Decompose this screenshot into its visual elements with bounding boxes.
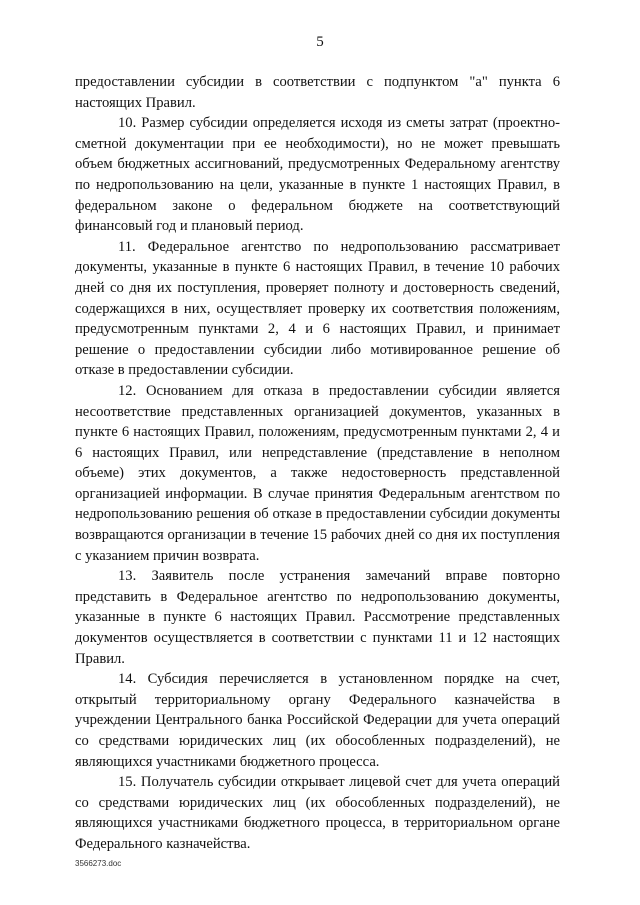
paragraph-14: 14. Субсидия перечисляется в установленном порядке на счет, открытый территориальному органу Федерального казначейства в учреждении Центрального банка Российской Федерации для учета операций со средствами юридических лиц (их обособленных подразделений), не являющихся участниками бюджетного процесса. xyxy=(75,671,560,770)
document-body xyxy=(75,72,560,855)
paragraph-15: 15. Получатель субсидии открывает лицевой счет для учета операций со средствами юридических лиц (их обособленных подразделений), не являющихся участниками бюджетного процесса, в территориальном органе Федерального казначейства. xyxy=(75,774,560,852)
paragraph-continuation: предоставлении субсидии в соответствии с подпунктом "а" пункта 6 настоящих Правил. xyxy=(75,74,560,111)
paragraph-10: 10. Размер субсидии определяется исходя из сметы затрат (проектно-сметной документации при ее необходимости), но не может превышать объем бюджетных ассигнований, предусмотренных Федеральному агентству по недропользованию на цели, указанные в пункте 1 настоящих Правил, в федеральном законе о федеральном бюджете на соответствующий финансовый год и плановый период. xyxy=(75,115,560,235)
page-number: 5 xyxy=(316,34,324,50)
paragraph-11: 11. Федеральное агентство по недропользованию рассматривает документы, указанные в пункте 6 настоящих Правил, в течение 10 рабочих дней со дня их поступления, проверяет полноту и достоверность сведений, содержащихся в них, осуществляет проверку их соответствия положениям, предусмотренным пунктами 2, 4 и 6 настоящих Правил, и принимает решение о предоставлении субсидии либо мотивированное решение об отказе в предоставлении субсидии. xyxy=(75,238,560,379)
paragraph-13: 13. Заявитель после устранения замечаний вправе повторно представить в Федеральное агентство по недропользованию документы, указанные в пункте 6 настоящих Правил. Рассмотрение представленных документов осуществляется в соответствии с пунктами 11 и 12 настоящих Правил. xyxy=(75,568,560,667)
footer-document-code: 3566273.doc xyxy=(75,859,122,868)
paragraph-12: 12. Основанием для отказа в предоставлении субсидии является несоответствие представленных организацией документов, указанных в пункте 6 настоящих Правил, положениям, предусмотренным пунктами 2, 4 и 6 настоящих Правил, или непредставление (представление в неполном объеме) этих документов, а также недостоверность представленной организацией информации. В случае принятия Федеральным агентством по недропользованию решения об отказе в предоставлении субсидии документы возвращаются организации в течение 15 рабочих дней со дня их поступления с указанием причин возврата. xyxy=(75,382,560,564)
